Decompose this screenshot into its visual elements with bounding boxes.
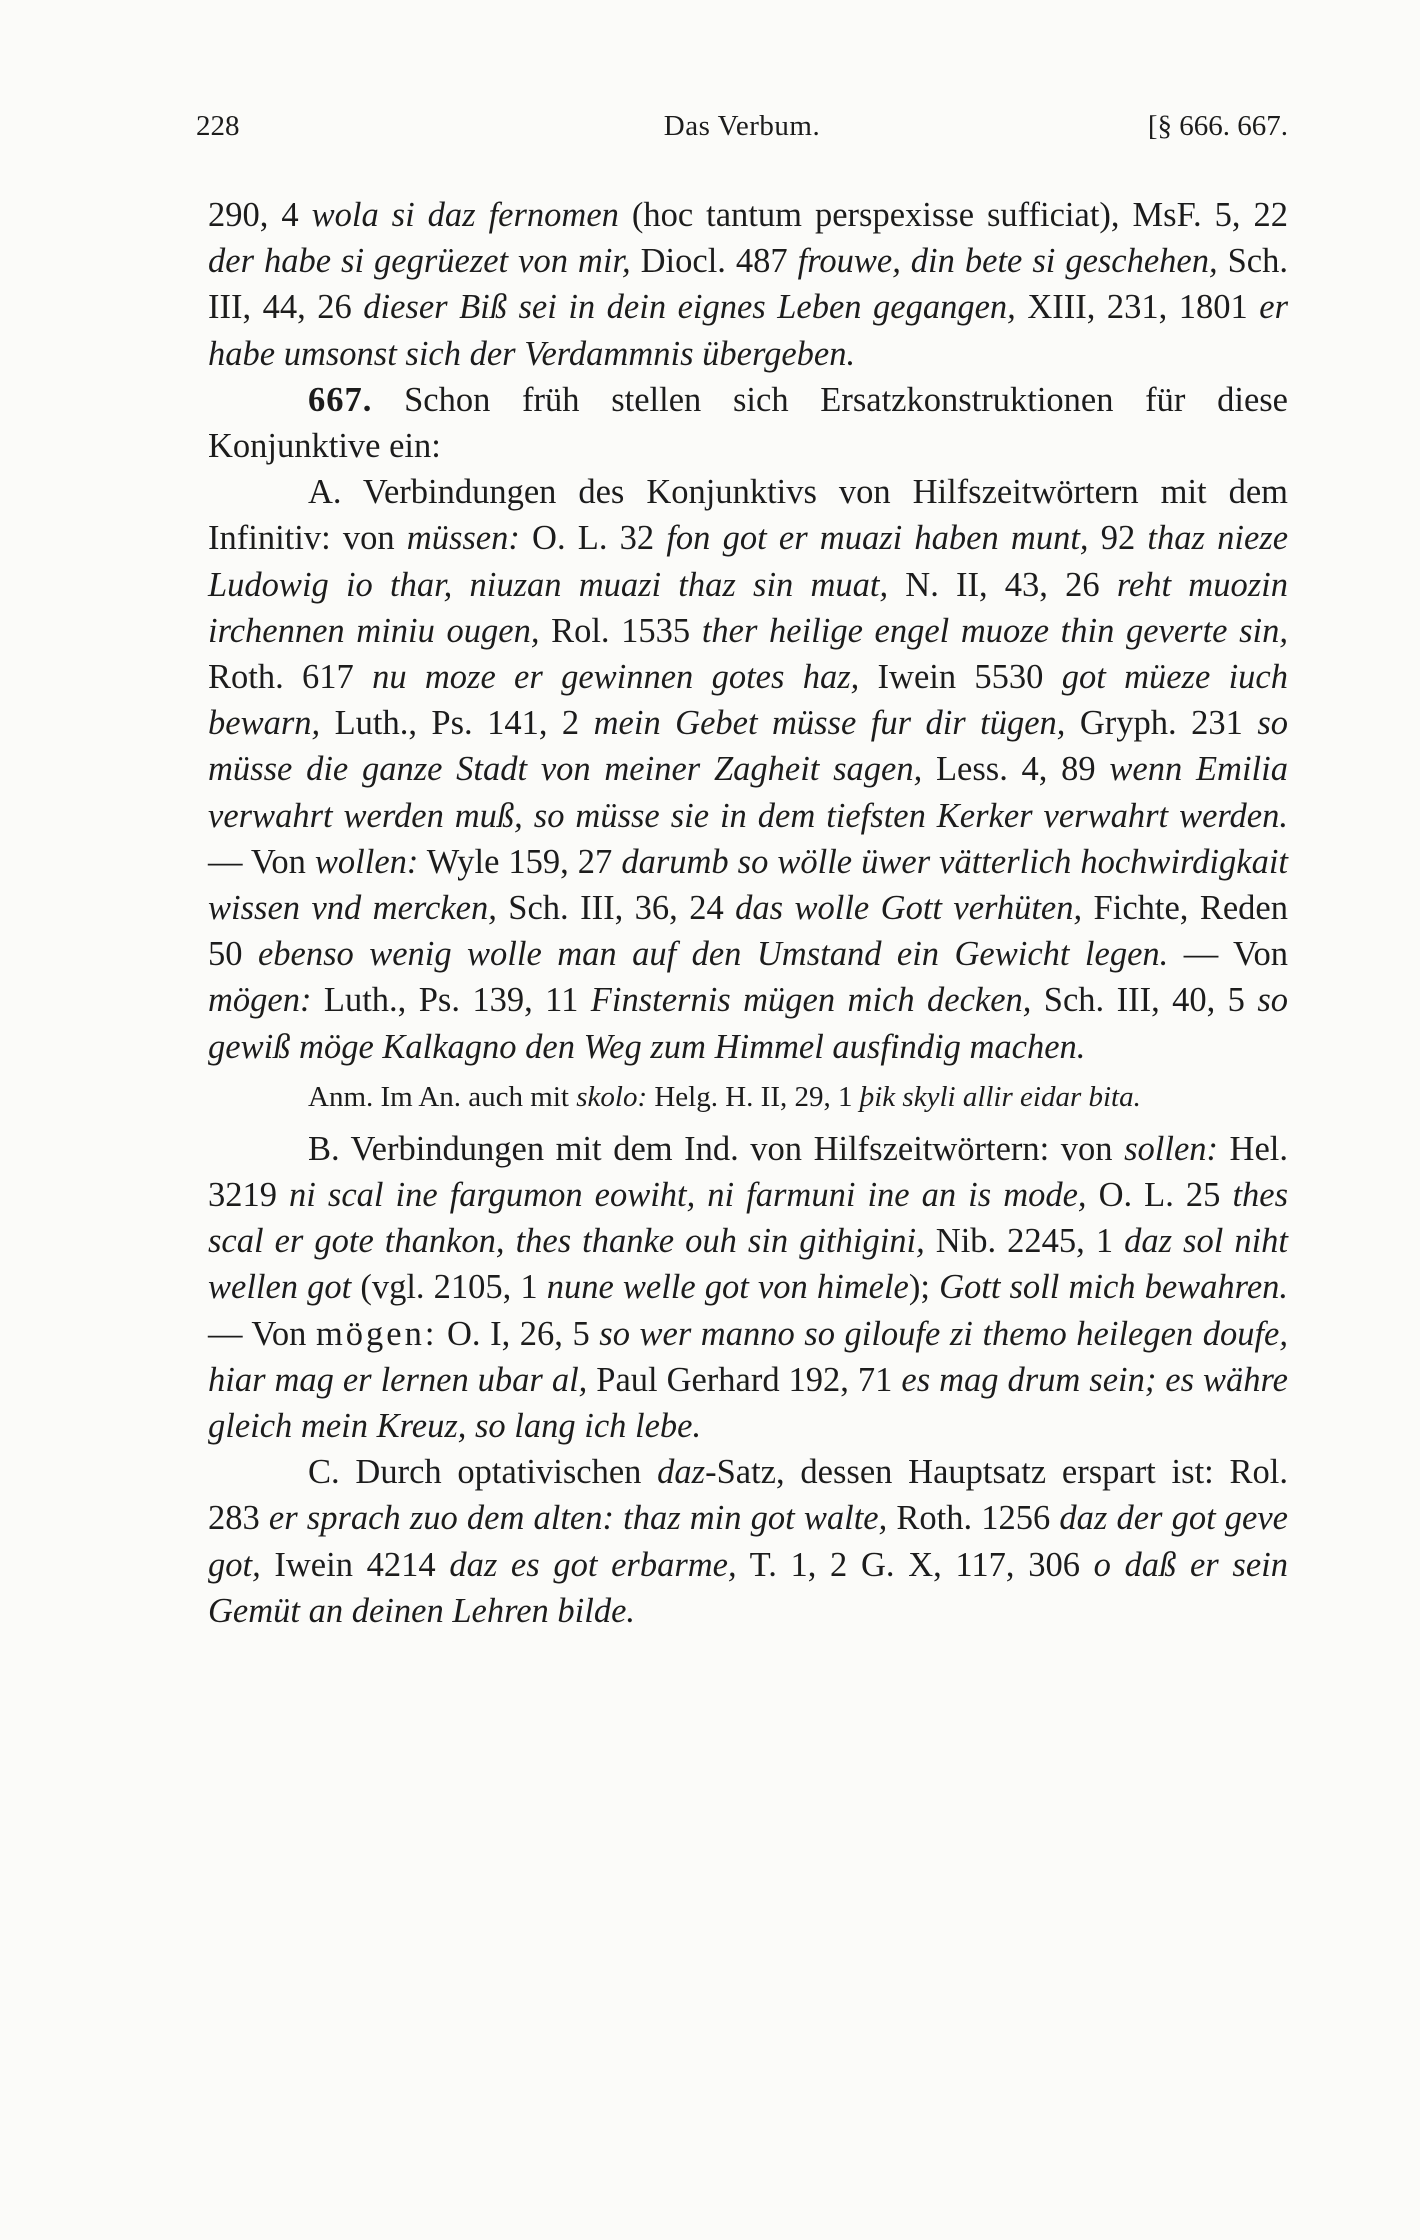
paragraph-continuation: 290, 4 wola si daz fernomen (hoc tantum perspexisse sufficiat), MsF. 5, 22 der habe si gegrüezet von mir, Diocl. 487 frouwe, din bete si geschehen, Sch. III, 44, 26 dieser Biß sei in dein eignes Leben gegangen, XIII, 231, 1801 er habe umsonst sich der Verdammnis übergeben. — [208, 196, 1288, 373]
paragraph-a: A. Verbindungen des Konjunktivs von Hilfszeitwörtern mit dem Infinitiv: von müssen: O. L. 32 fon got er muazi haben munt, 92 thaz nieze Ludowig io thar, niuzan muazi thaz sin muat, N. II, 43, 26 reht muozin irchennen miniu ougen, Rol. 1535 ther heilige engel muoze thin geverte sin, Roth. 617 nu moze er gewinnen gotes haz, Iwein 5530 got müeze iuch bewarn, Luth., Ps. 141, 2 mein Gebet müsse fur dir tügen, Gryph. 231 so müsse die ganze Stadt von meiner Zagheit sagen, Less. 4, 89 wenn Emilia verwahrt werden muß, so müsse sie in dem tiefsten Kerker verwahrt werden. — Von wollen: Wyle 159, 27 darumb so wölle üwer vätterlich hochwirdigkait wissen vnd mercken, Sch. III, 36, 24 das wolle Gott verhüten, Fichte, Reden 50 ebenso wenig wolle man auf den Umstand ein Gewicht legen. — Von mögen: Luth., Ps. 139, 11 Finsternis mügen mich decken, Sch. III, 40, 5 so gewiß möge Kalkagno den Weg zum Himmel ausfindig machen. — [208, 473, 1289, 1066]
page-number: 228 — [196, 110, 240, 142]
paragraph-b: B. Verbindungen mit dem Ind. von Hilfszeitwörtern: von sollen: Hel. 3219 ni scal ine fargumon eowiht, ni farmuni ine an is mode, O. L. 25 thes scal er gote thankon, thes thanke ouh sin githigini, Nib. 2245, 1 daz sol niht wellen got (vgl. 2105, 1 nune welle got von himele); Gott soll mich bewahren. — Von mögen: O. I, 26, 5 so wer manno so giloufe zi themo heilegen doufe, hiar mag er lernen ubar al, Paul Gerhard 192, 71 es mag drum sein; es währe gleich mein Kreuz, so lang ich lebe. — [208, 1129, 1289, 1446]
paragraph-667: 667. Schon früh stellen sich Ersatzkonstruktionen für diese Konjunktive ein: — [208, 380, 1288, 466]
annotation-note: Anm. Im An. auch mit skolo: Helg. H. II, 29, 1 þik skyli allir eidar bita. — [308, 1080, 1141, 1113]
running-title: Das Verbum. — [663, 110, 821, 142]
section-number: 667. — [308, 380, 373, 419]
running-header — [196, 106, 1288, 146]
body-text — [208, 192, 1288, 1634]
section-reference: [§ 666. 667. — [1147, 110, 1288, 142]
paragraph-c: C. Durch optativischen daz-Satz, dessen Hauptsatz erspart ist: Rol. 283 er sprach zuo dem alten: thaz min got walte, Roth. 1256 daz der got geve got, Iwein 4214 daz es got erbarme, T. 1, 2 G. X, 117, 306 o daß er sein Gemüt an deinen Lehren bilde. — [208, 1453, 1288, 1630]
